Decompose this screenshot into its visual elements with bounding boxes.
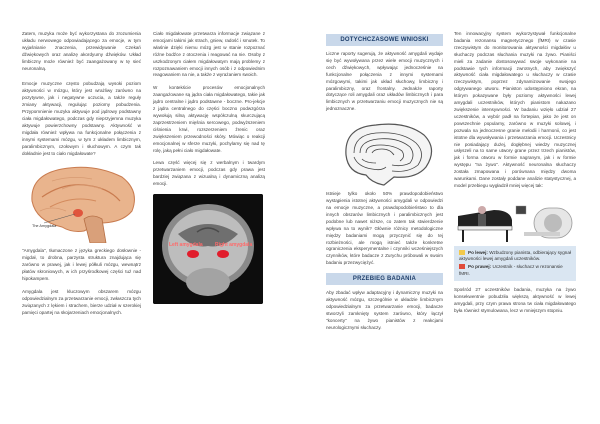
column-4 bbox=[454, 0, 576, 321]
swatch-yellow-icon bbox=[459, 250, 465, 255]
column-1 bbox=[22, 0, 141, 323]
study-course-title: PRZEBIEG BADANIA bbox=[326, 273, 443, 285]
col1-paragraph-1: Zatem, muzyka może być wykorzystana do zrozumienia układu nerwowego odpowiadającego za emocje, w tym wyjaśnianie znaczenia, przewidywanie Czekań dźwiękowych oraz analizę akordyumy dźwięków. Układ limbiczny może również być zaangażowany w tę sieć neuronalną. bbox=[22, 31, 141, 71]
col2-paragraph-2: W kontekście procesów emocjonalnych zaangażowane są jądra ciała migdałowatego, takie jak jądro centralne i jądro podstawne - boczne. Pro-jekcje z jądra centralnego do części boczno podwzgórza wywołują silną aktywację współczulną skurczującą zaprzestrzeniem mięśnia sercowego, podwyższeniem ciśnienia krwi, rozszerzeniem źrenic oraz zwiększeniem przewodności skóry. Mówiąc o reakcji emocjonalnej w sferze muzyki, pochylamy się nad tę rolę, jaką pełni ciało migdałowate. bbox=[153, 85, 265, 153]
piano-fmri-illustration bbox=[454, 196, 576, 244]
brain-mri-coronal bbox=[153, 194, 263, 304]
right-amygdala-label: Right amygdala bbox=[215, 242, 253, 249]
column-2 bbox=[153, 0, 265, 304]
col2-paragraph-3: Lewa część więcej się z werbalnym i twardym przetwarzaniem emocji, podczas gdy prawa jest bardziej związana z wizualną i dynamiczną analizą emocji. bbox=[153, 160, 265, 187]
col1-paragraph-3: "Amygdala", tłumaczone z języka greckiego dosłownie - migdał, to drobna, parzysta struktura znajdująca się zarówno w prawej, jak i lewej półkuli mózgu, wewnątrz płatów skroniowych, w ich przyśrodkowej części tuż nad hipokampem. bbox=[22, 248, 141, 282]
labyrinth-brain-image bbox=[326, 117, 443, 187]
col4-paragraph-1: Ten innowacyjny system wykorzystywał funkcjonalne badania rezonansu magnetycznego (fMRI) w czasie rzeczywistym do monitorowania aktywności migdałów u słuchaczy podczas słuchania muzyki na żywo. Pianiści mieli za zadanie dostosowywać swoje wykonanie na podstawie tych informacji zwrotnych, aby zwiększyć aktywność ciała migdałowatego u słuchaczy w czasie rzeczywistym, poprzez zdynamizowanie swojego odgrywanego utworu. Pianiston udostępniono ekran, na którym pokazywane były poziomy aktywności lewej amygdali uczestników, których pianistom nakazano zwiększenie intensywności. W badaniu wzięło udział 27 uczestników, a wybór padł na fortepian, jako że jest on powszechnie popularny, zarówno w muzyki solowej, i pozwala na jednoczesne granie melodii i harmonii, co jest istotne dla wywoływania i przetwarzania emocji. Uczestnicy nie posiadający dużej, dogłębnej wiedzy muzycznej usłyszeli na to same utwory grane przez trzech pianistów, jak i forma otworu w formie nagranym, jak i w formie występu "na żywo". Aktywność neuronalna słuchaczy została zmapowana i porównana między dwoma warunkami. Dane zostały poddane analizie statystycznej, a model przebiegu wygładził mniej więcej tak: bbox=[454, 31, 576, 188]
conclusions-title: DOTYCHCZASOWE WNIOSKI bbox=[326, 34, 443, 46]
col3-paragraph-2: Istnieje tylko około 50% prawdopodobieństwo wystąpienia istotnej aktywności amygdali w odpowiedzi na emocje muzyczne, a prawdopodobieństwo to dla innych obszarów limbicznych i paralimbicznych jest podobne lub nawet niższe, co zatem tak stwierdzenie wpływa na to wynik? Głównie różnicy metodologiczne między badaniami mogą przyczynić się do tej rozbieżności, ale mogą istnieć także konkretne ograniczenia eksperymentalne i czynniki wcześniejszych czynników, które badacze z Zurychu próbowali w swoim badaniu przezwyciężyć. bbox=[326, 191, 443, 266]
figure-legend bbox=[454, 246, 576, 281]
swatch-red-icon bbox=[459, 264, 465, 269]
col3-paragraph-1: Liczne raporty sugerują, że aktywność amygdali wydaje się być wywoływana przez wiele emocji muzycznych i cech dźwiękowych, wpływając jednocześnie na funkcjonalne połączenia z innymi systemami mózgowymi, takimi jak układ słuchowy, limbiczny i paralimbiczny, oraz frontalny. Jednakże raporty dotyczące roli amygdali oraz układów limbicznych i para limbicznych w przetwarzaniu emocji muzycznych nie są jednoznaczne. bbox=[326, 51, 443, 112]
col4-paragraph-2: Spośród 27 uczestników badania, muzyka na żywo konsekwentnie pobudziła większą aktywność w lewej amygdali, przy czym prawa strona tw ciała migdałowatego była również stymulowana, lecz w mniejszym stopniu. bbox=[454, 287, 576, 313]
column-3 bbox=[326, 0, 443, 338]
brain-sagittal-image bbox=[22, 161, 141, 243]
piano-and-scanner-image bbox=[454, 196, 576, 244]
amygdala-label: The Amygdala bbox=[32, 224, 57, 229]
legend-left: Po lewej: Wzbudzony pianista, odbierający sygnał aktywności lewej amygdali uczestników. bbox=[459, 249, 571, 262]
col2-paragraph-1: Ciało migdałowate przetwarza informacje związane z emocjami takimi jak strach, gniew, radość i smutek. To właśnie dzięki niemu mózg jest w stanie rozpoznać różne bodźce z otoczenia i reagować na nie. Osoby z uszkodzonym ciałem migdałowatym mają problemy z rozpoznawaniem emocji innych osób i z odpowiednim reagowaniem na nie, a także z wyrażaniem swoich. bbox=[153, 31, 265, 78]
maze-brain-icon bbox=[326, 117, 443, 187]
amygdala-illustration bbox=[22, 161, 141, 243]
legend-right: Po prawej: Uczestnik - słuchacz w rezonansie fMRI. bbox=[459, 264, 563, 276]
col3-paragraph-3: Aby zbadać wpływ adaptacyjny i dynamiczny muzyki na aktywność mózgu, szczególnie w układzie limbicznym odpowiedzialnym za przetwarzanie emocji, badacze stworzyli zamknięty system zarówno, który łączył "koncerty" na żywo pianistów z reakcjami neurologicznymi słuchaczy. bbox=[326, 290, 443, 330]
col1-paragraph-2: Emocje muzyczne często pobudzają wysoki poziom aktywności w mózgu, który jest wrażliwy zarówno na pozytywne, jak i negatywne uczucia, a także reguły zmiany aktywacji, regulując poziomy pobudzenia. Przypomnienie muzyka aktywuje pod jądrowy podstawny ciała migdałowatego, podczas gdy nieprzyjemna muzyka aktywuje powierzchowny podstawny. Aktywność w migdała również wpływa na funkcjonalne połączenia z innymi systemami mózgu, w tym z układem limbicznym, paralimbicznym, czołowym i słuchowym. A czym tak dokładnie jest to ciało migdałowate? bbox=[22, 81, 141, 156]
col1-paragraph-4: Amygdala jest kluczowym obszarem mózgu odpowiedzialnym za przetwarzanie emocji, zwłaszcza tych związanych z lękiem i strachem, bierze udział w szerokiej pamięci opartej na skojarzeniach emocjonalnych. bbox=[22, 288, 141, 315]
mri-scan-image bbox=[153, 194, 263, 304]
left-amygdala-label: Left amygdala bbox=[169, 242, 203, 249]
